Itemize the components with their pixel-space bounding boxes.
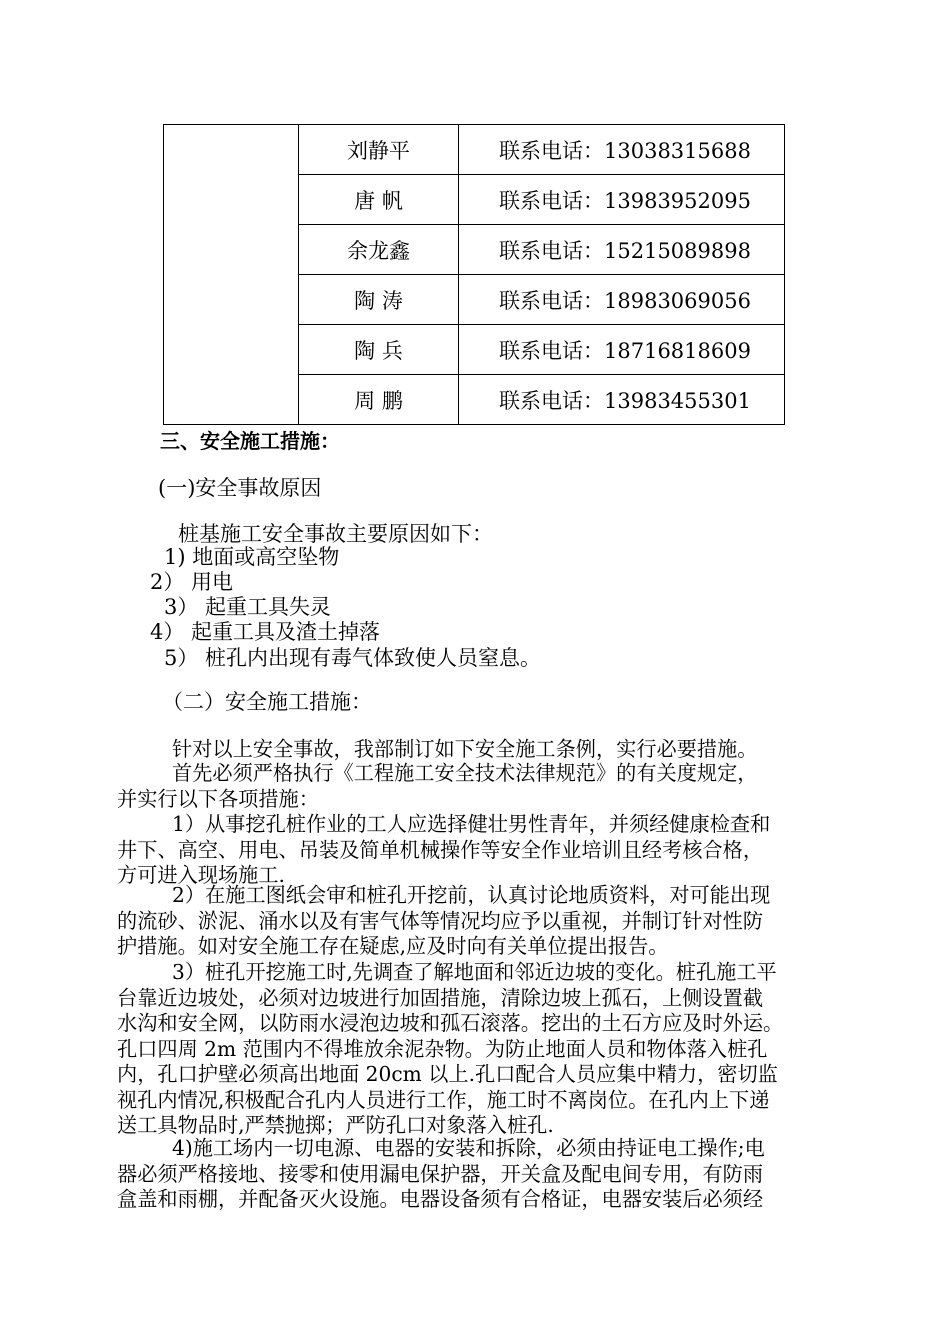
contact-name: 周 鹏 [299,375,459,425]
paragraph [117,761,851,812]
paragraph [117,960,851,1139]
list-item: 5） 桩孔内出现有毒气体致使人员窒息。 [164,646,542,670]
list-item: 3） 起重工具失灵 [164,595,332,619]
contact-name: 陶 兵 [299,325,459,375]
list-item: 2） 用电 [150,570,234,594]
contact-phone: 联系电话：18983069056 [459,275,785,325]
paragraph-line: 器必须严格接地、接零和使用漏电保护器，开关盒及配电间专用，有防雨 [117,1161,764,1186]
paragraph-line: 并实行以下各项措施： [117,786,319,811]
contact-table [163,124,785,425]
contact-name: 刘静平 [299,125,459,175]
table-row [164,125,785,175]
paragraph-line: 护措施。如对安全施工存在疑虑,应及时向有关单位提出报告。 [117,934,669,958]
paragraph-line: 盒盖和雨棚，并配备灭火设施。电器设备须有合格证，电器安装后必须经 [117,1187,764,1211]
paragraph-line: 内，孔口护壁必须高出地面 20cm 以上.孔口配合人员应集中精力，密切监 [117,1062,778,1086]
section-heading: 三、安全施工措施： [160,429,340,453]
paragraph-line: 2）在施工图纸会审和桩孔开挖前，认真讨论地质资料，对可能出现 [172,883,771,907]
contact-phone: 联系电话：13983952095 [459,175,785,225]
paragraph [117,883,851,960]
paragraph: 针对以上安全事故，我部制订如下安全施工条例，实行必要措施。 [172,737,758,761]
list-item: 1) 地面或高空坠物 [164,545,340,569]
subsection-title: (一)安全事故原因 [158,476,322,500]
contact-phone: 联系电话：15215089898 [459,225,785,275]
contact-name: 余龙鑫 [299,225,459,275]
paragraph [117,1136,851,1213]
table-merged-cell [164,125,299,425]
list-item: 4） 起重工具及渣土掉落 [150,620,381,644]
paragraph [117,812,851,889]
paragraph-line: 孔口四周 2m 范围内不得堆放余泥杂物。为防止地面人员和物体落入桩孔 [117,1036,768,1061]
paragraph-line: 的流砂、淤泥、涌水以及有害气体等情况均应予以重视，并制订针对性防 [117,908,764,933]
contact-phone: 联系电话：13983455301 [459,375,785,425]
contact-name: 陶 涛 [299,275,459,325]
intro-text: 桩基施工安全事故主要原因如下： [178,522,493,546]
paragraph-line: 方可进入现场施工. [117,863,285,887]
paragraph-line: 4)施工场内一切电源、电器的安装和拆除，必须由持证电工操作;电 [172,1136,765,1160]
contact-phone: 联系电话：18716818609 [459,325,785,375]
contact-phone: 联系电话：13038315688 [459,125,785,175]
paragraph-line: 水沟和安全网，以防雨水浸泡边坡和孤石滚落。挖出的土石方应及时外运。 [117,1011,784,1035]
contact-name: 唐 帆 [299,175,459,225]
paragraph-line: 视孔内情况,积极配合孔内人员进行工作，施工时不离岗位。在孔内上下递 [117,1087,770,1112]
paragraph-line: 送工具物品时,严禁抛掷；严防孔口对象落入桩孔. [117,1113,554,1137]
paragraph-line: 台靠近边坡处，必须对边坡进行加固措施，清除边坡上孤石，上侧设置截 [117,985,764,1010]
paragraph-line: 3）桩孔开挖施工时,先调查了解地面和邻近边坡的变化。桩孔施工平 [172,960,777,984]
subsection-title: （二）安全施工措施： [162,690,372,714]
paragraph-line: 首先必须严格执行《工程施工安全技术法律规范》的有关度规定， [172,761,758,785]
paragraph-line: 井下、高空、用电、吊装及简单机械操作等安全作业培训且经考核合格， [117,837,764,862]
paragraph-line: 1）从事挖孔桩作业的工人应选择健壮男性青年，并须经健康检查和 [172,812,771,836]
